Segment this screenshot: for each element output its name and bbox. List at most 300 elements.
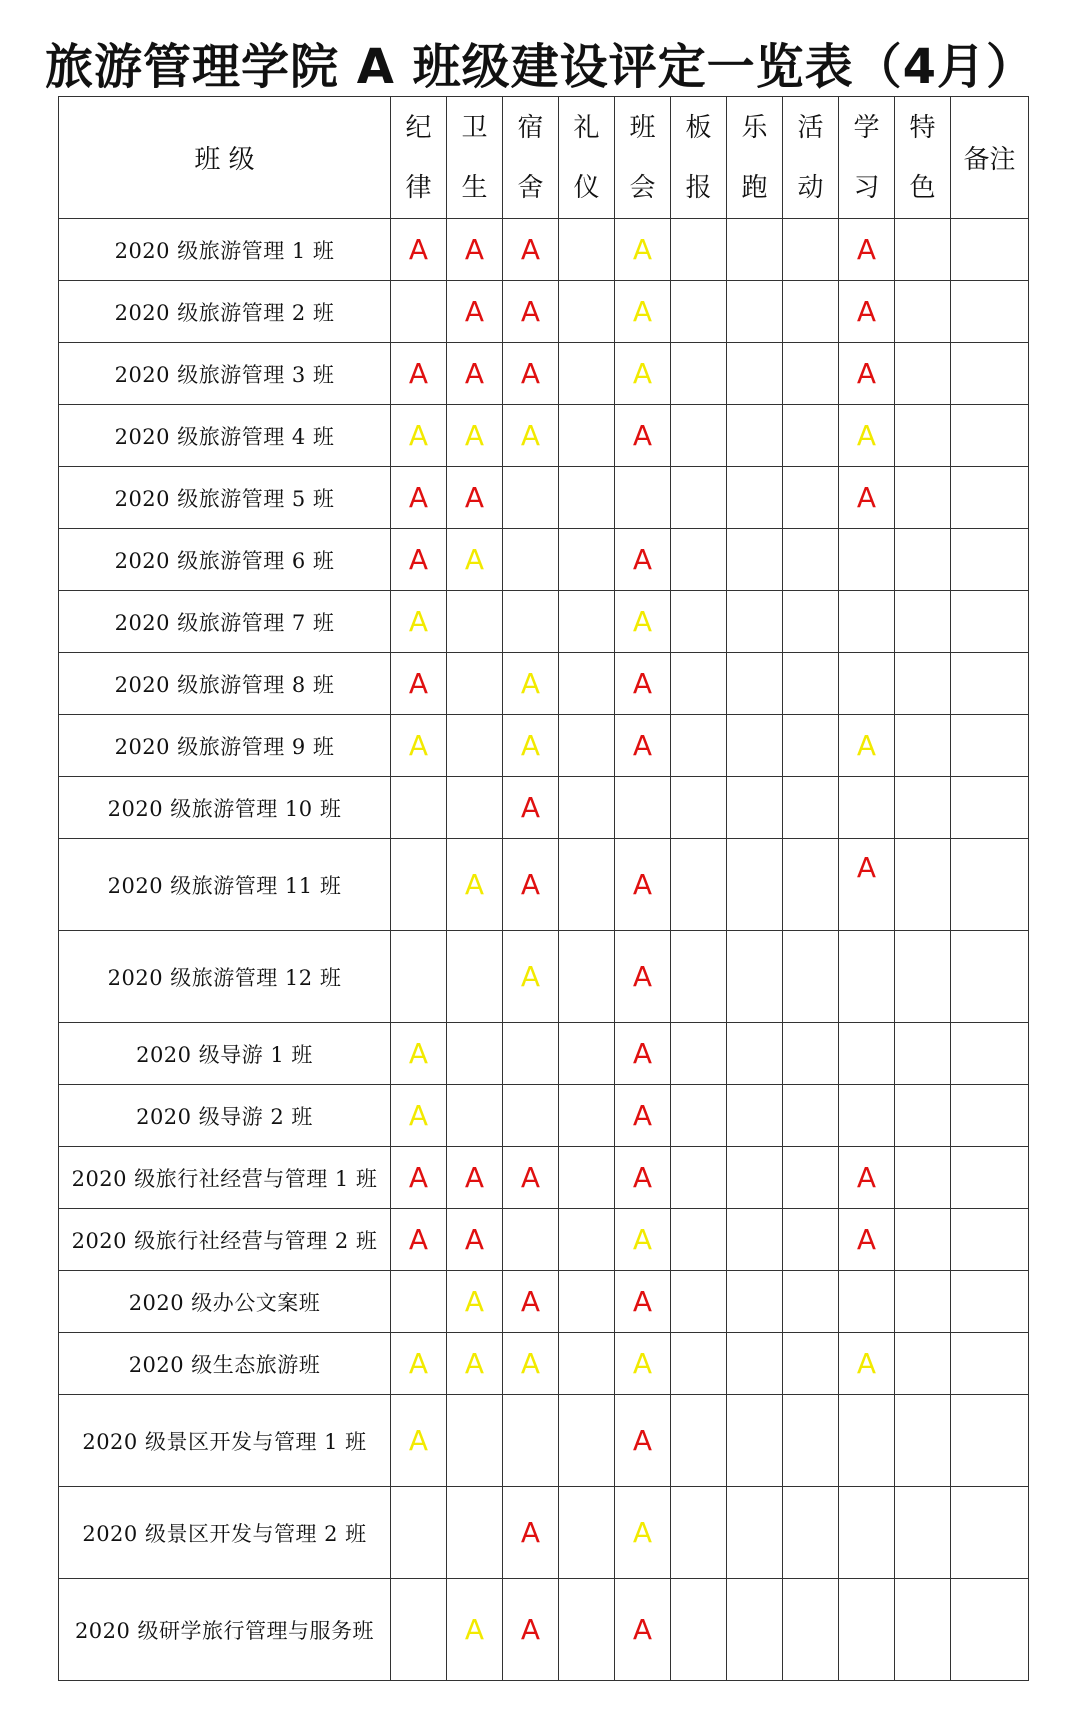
note-cell — [951, 1487, 1029, 1579]
rating-cell — [839, 1579, 895, 1681]
rating-cell — [727, 1271, 783, 1333]
rating-cell — [559, 219, 615, 281]
rating-cell — [895, 529, 951, 591]
rating-a-red: A — [520, 791, 541, 824]
rating-cell — [671, 1395, 727, 1487]
rating-a-red: A — [464, 233, 485, 266]
header-category-bottom: 舍 — [517, 172, 544, 203]
rating-a-red: A — [632, 729, 653, 762]
table-body — [59, 219, 1029, 1681]
rating-cell — [839, 653, 895, 715]
rating-cell — [727, 467, 783, 529]
rating-cell — [559, 281, 615, 343]
rating-cell — [615, 1395, 671, 1487]
rating-cell — [615, 281, 671, 343]
rating-cell — [727, 653, 783, 715]
rating-a-yellow: A — [408, 1037, 429, 1070]
rating-cell — [615, 931, 671, 1023]
note-cell — [951, 839, 1029, 931]
rating-cell — [671, 931, 727, 1023]
rating-cell — [391, 1395, 447, 1487]
rating-a-red: A — [408, 357, 429, 390]
note-cell — [951, 591, 1029, 653]
rating-cell — [615, 839, 671, 931]
rating-cell — [671, 1085, 727, 1147]
rating-a-yellow: A — [464, 868, 485, 901]
rating-cell — [503, 591, 559, 653]
note-cell — [951, 931, 1029, 1023]
table-row — [59, 219, 1029, 281]
header-category — [839, 97, 895, 219]
header-category-top: 学 — [853, 112, 880, 143]
rating-cell — [839, 1395, 895, 1487]
class-name-cell: 2020 级旅游管理 3 班 — [59, 343, 391, 405]
rating-cell — [839, 1085, 895, 1147]
note-cell — [951, 1271, 1029, 1333]
rating-a-red: A — [408, 1223, 429, 1256]
rating-cell — [503, 1085, 559, 1147]
rating-cell — [783, 591, 839, 653]
rating-cell — [671, 1147, 727, 1209]
rating-cell — [783, 715, 839, 777]
rating-a-red: A — [856, 1161, 877, 1194]
rating-cell — [783, 405, 839, 467]
header-note: 备注 — [951, 97, 1029, 219]
rating-cell — [727, 219, 783, 281]
rating-cell — [559, 777, 615, 839]
rating-a-red: A — [632, 1613, 653, 1646]
rating-cell — [783, 1579, 839, 1681]
rating-cell — [783, 467, 839, 529]
rating-cell — [727, 839, 783, 931]
rating-cell — [447, 1209, 503, 1271]
rating-cell — [391, 1085, 447, 1147]
rating-a-yellow: A — [520, 729, 541, 762]
rating-cell — [447, 281, 503, 343]
header-category-bottom: 仪 — [573, 172, 600, 203]
rating-cell — [839, 219, 895, 281]
rating-cell — [727, 1395, 783, 1487]
table-row — [59, 715, 1029, 777]
rating-a-red: A — [632, 419, 653, 452]
rating-a-red: A — [464, 481, 485, 514]
rating-cell — [559, 591, 615, 653]
rating-a-yellow: A — [632, 605, 653, 638]
rating-cell — [671, 529, 727, 591]
rating-cell — [671, 219, 727, 281]
rating-a-yellow: A — [632, 1516, 653, 1549]
rating-cell — [839, 715, 895, 777]
rating-cell — [895, 1395, 951, 1487]
rating-a-red: A — [632, 667, 653, 700]
note-cell — [951, 405, 1029, 467]
rating-cell — [895, 1085, 951, 1147]
rating-cell — [447, 405, 503, 467]
rating-a-yellow: A — [632, 295, 653, 328]
rating-cell — [447, 343, 503, 405]
rating-cell — [839, 467, 895, 529]
rating-cell — [671, 1579, 727, 1681]
rating-cell — [559, 405, 615, 467]
rating-cell — [671, 839, 727, 931]
table-row — [59, 343, 1029, 405]
note-cell — [951, 467, 1029, 529]
header-category — [503, 97, 559, 219]
rating-a-yellow: A — [856, 729, 877, 762]
note-cell — [951, 1209, 1029, 1271]
note-cell — [951, 219, 1029, 281]
class-name-cell: 2020 级旅游管理 1 班 — [59, 219, 391, 281]
rating-a-red: A — [632, 1424, 653, 1457]
header-class: 班 级 — [59, 97, 391, 219]
rating-cell — [671, 653, 727, 715]
rating-cell — [727, 529, 783, 591]
page-title: 旅游管理学院 A 班级建设评定一览表（4月） — [45, 39, 1035, 95]
rating-cell — [895, 1333, 951, 1395]
rating-a-red: A — [408, 481, 429, 514]
rating-a-yellow: A — [856, 1347, 877, 1380]
rating-cell — [839, 281, 895, 343]
header-category-top: 卫 — [461, 112, 488, 143]
rating-cell — [615, 1209, 671, 1271]
rating-a-yellow: A — [408, 1347, 429, 1380]
rating-a-red: A — [520, 1285, 541, 1318]
rating-cell — [895, 1209, 951, 1271]
rating-cell — [559, 715, 615, 777]
rating-cell — [783, 343, 839, 405]
rating-cell — [559, 839, 615, 931]
rating-cell — [503, 1209, 559, 1271]
header-category-top: 纪 — [405, 112, 432, 143]
rating-cell — [895, 591, 951, 653]
rating-cell — [839, 529, 895, 591]
table-row — [59, 1395, 1029, 1487]
rating-cell — [839, 777, 895, 839]
evaluation-table — [58, 96, 1029, 1681]
rating-cell — [671, 1333, 727, 1395]
rating-cell — [839, 839, 895, 931]
rating-a-red: A — [632, 1037, 653, 1070]
header-category-bottom: 色 — [909, 172, 936, 203]
rating-cell — [503, 281, 559, 343]
rating-cell — [391, 1209, 447, 1271]
rating-cell — [503, 529, 559, 591]
header-category-bottom: 动 — [797, 172, 824, 203]
header-category — [391, 97, 447, 219]
rating-cell — [447, 467, 503, 529]
rating-cell — [391, 529, 447, 591]
rating-a-red: A — [408, 233, 429, 266]
note-cell — [951, 343, 1029, 405]
rating-cell — [783, 931, 839, 1023]
rating-cell — [559, 1271, 615, 1333]
rating-cell — [391, 1147, 447, 1209]
rating-cell — [391, 1579, 447, 1681]
rating-cell — [671, 405, 727, 467]
rating-cell — [727, 715, 783, 777]
note-cell — [951, 715, 1029, 777]
rating-a-red: A — [856, 295, 877, 328]
rating-cell — [391, 1487, 447, 1579]
header-category-bottom: 律 — [405, 172, 432, 203]
class-name-cell: 2020 级旅游管理 11 班 — [59, 839, 391, 931]
header-category — [447, 97, 503, 219]
rating-cell — [671, 591, 727, 653]
rating-a-red: A — [520, 1516, 541, 1549]
rating-a-red: A — [464, 295, 485, 328]
header-category-top: 宿 — [517, 112, 544, 143]
rating-cell — [447, 777, 503, 839]
rating-a-yellow: A — [632, 1347, 653, 1380]
rating-cell — [839, 405, 895, 467]
rating-cell — [447, 931, 503, 1023]
rating-cell — [615, 653, 671, 715]
table-row — [59, 591, 1029, 653]
rating-cell — [503, 405, 559, 467]
rating-cell — [671, 1023, 727, 1085]
class-name-cell: 2020 级景区开发与管理 2 班 — [59, 1487, 391, 1579]
rating-cell — [447, 715, 503, 777]
rating-cell — [559, 1023, 615, 1085]
rating-cell — [503, 931, 559, 1023]
rating-cell — [783, 1487, 839, 1579]
rating-cell — [895, 1579, 951, 1681]
rating-a-yellow: A — [520, 1347, 541, 1380]
table-row — [59, 1209, 1029, 1271]
table-row — [59, 653, 1029, 715]
note-cell — [951, 1333, 1029, 1395]
table-row — [59, 1271, 1029, 1333]
rating-cell — [559, 1147, 615, 1209]
rating-a-yellow: A — [856, 419, 877, 452]
rating-cell — [671, 343, 727, 405]
rating-cell — [447, 1333, 503, 1395]
rating-cell — [839, 1271, 895, 1333]
rating-a-yellow: A — [408, 605, 429, 638]
rating-cell — [839, 591, 895, 653]
table-row — [59, 1579, 1029, 1681]
rating-cell — [503, 343, 559, 405]
rating-cell — [615, 1085, 671, 1147]
rating-cell — [783, 1147, 839, 1209]
rating-cell — [559, 1085, 615, 1147]
rating-cell — [615, 1023, 671, 1085]
note-cell — [951, 1395, 1029, 1487]
rating-cell — [447, 1147, 503, 1209]
header-category-top: 板 — [685, 112, 712, 143]
table-row — [59, 1333, 1029, 1395]
rating-a-red: A — [632, 1161, 653, 1194]
rating-cell — [895, 343, 951, 405]
header-category — [783, 97, 839, 219]
rating-cell — [559, 1209, 615, 1271]
rating-cell — [615, 529, 671, 591]
rating-cell — [503, 219, 559, 281]
rating-cell — [503, 1023, 559, 1085]
rating-cell — [615, 343, 671, 405]
rating-a-yellow: A — [464, 1347, 485, 1380]
rating-cell — [671, 281, 727, 343]
rating-cell — [895, 715, 951, 777]
rating-cell — [447, 1487, 503, 1579]
rating-cell — [727, 777, 783, 839]
class-name-cell: 2020 级旅游管理 10 班 — [59, 777, 391, 839]
rating-a-red: A — [464, 357, 485, 390]
rating-a-yellow: A — [520, 960, 541, 993]
rating-cell — [895, 281, 951, 343]
rating-cell — [727, 1209, 783, 1271]
rating-cell — [503, 839, 559, 931]
rating-cell — [839, 343, 895, 405]
rating-cell — [447, 529, 503, 591]
class-name-cell: 2020 级旅游管理 2 班 — [59, 281, 391, 343]
rating-a-red: A — [408, 543, 429, 576]
header-category-top: 特 — [909, 112, 936, 143]
rating-cell — [391, 653, 447, 715]
rating-cell — [839, 1333, 895, 1395]
rating-cell — [559, 1579, 615, 1681]
rating-a-yellow: A — [632, 357, 653, 390]
rating-cell — [671, 715, 727, 777]
rating-cell — [559, 931, 615, 1023]
rating-a-red: A — [520, 1613, 541, 1646]
rating-cell — [671, 1209, 727, 1271]
rating-cell — [895, 1023, 951, 1085]
rating-cell — [783, 219, 839, 281]
rating-cell — [503, 467, 559, 529]
rating-cell — [671, 467, 727, 529]
rating-cell — [391, 343, 447, 405]
rating-cell — [559, 529, 615, 591]
header-category-bottom: 生 — [461, 172, 488, 203]
note-cell — [951, 777, 1029, 839]
rating-cell — [615, 467, 671, 529]
rating-cell — [391, 839, 447, 931]
table-row — [59, 1147, 1029, 1209]
rating-a-red: A — [464, 1161, 485, 1194]
rating-cell — [447, 591, 503, 653]
rating-cell — [783, 777, 839, 839]
rating-cell — [615, 1487, 671, 1579]
rating-cell — [391, 281, 447, 343]
rating-cell — [615, 715, 671, 777]
rating-cell — [391, 715, 447, 777]
rating-cell — [895, 777, 951, 839]
rating-a-red: A — [632, 543, 653, 576]
rating-a-red: A — [520, 868, 541, 901]
rating-cell — [391, 931, 447, 1023]
rating-cell — [447, 1271, 503, 1333]
table-row — [59, 405, 1029, 467]
rating-cell — [895, 931, 951, 1023]
header-category — [559, 97, 615, 219]
note-cell — [951, 1579, 1029, 1681]
rating-cell — [503, 1395, 559, 1487]
rating-cell — [447, 839, 503, 931]
note-cell — [951, 1147, 1029, 1209]
rating-cell — [783, 1395, 839, 1487]
rating-cell — [447, 219, 503, 281]
class-name-cell: 2020 级研学旅行管理与服务班 — [59, 1579, 391, 1681]
rating-cell — [839, 931, 895, 1023]
header-row — [59, 97, 1029, 219]
header-category-bottom: 报 — [685, 172, 712, 203]
rating-cell — [391, 219, 447, 281]
class-name-cell: 2020 级导游 2 班 — [59, 1085, 391, 1147]
rating-cell — [727, 281, 783, 343]
table-row — [59, 467, 1029, 529]
rating-a-red: A — [520, 295, 541, 328]
rating-a-red: A — [856, 357, 877, 390]
class-name-cell: 2020 级旅游管理 9 班 — [59, 715, 391, 777]
header-category — [671, 97, 727, 219]
class-name-cell: 2020 级导游 1 班 — [59, 1023, 391, 1085]
header-category — [727, 97, 783, 219]
rating-cell — [503, 715, 559, 777]
rating-cell — [503, 653, 559, 715]
rating-cell — [671, 1487, 727, 1579]
rating-a-yellow: A — [632, 1223, 653, 1256]
rating-cell — [671, 777, 727, 839]
rating-cell — [503, 1333, 559, 1395]
header-category-top: 班 — [629, 112, 656, 143]
rating-cell — [783, 839, 839, 931]
rating-a-yellow: A — [464, 543, 485, 576]
note-cell — [951, 653, 1029, 715]
rating-a-yellow: A — [464, 419, 485, 452]
rating-a-red: A — [520, 1161, 541, 1194]
rating-cell — [839, 1023, 895, 1085]
rating-cell — [447, 1579, 503, 1681]
table-row — [59, 1023, 1029, 1085]
class-name-cell: 2020 级旅游管理 8 班 — [59, 653, 391, 715]
table-row — [59, 777, 1029, 839]
rating-cell — [895, 653, 951, 715]
header-category-top: 乐 — [741, 112, 768, 143]
rating-cell — [615, 1147, 671, 1209]
rating-a-yellow: A — [520, 667, 541, 700]
class-name-cell: 2020 级旅行社经营与管理 2 班 — [59, 1209, 391, 1271]
rating-a-red: A — [408, 667, 429, 700]
rating-cell — [727, 343, 783, 405]
rating-cell — [447, 1395, 503, 1487]
table-row — [59, 529, 1029, 591]
rating-cell — [391, 1271, 447, 1333]
rating-a-yellow: A — [408, 419, 429, 452]
rating-cell — [391, 777, 447, 839]
header-category — [615, 97, 671, 219]
rating-a-red: A — [632, 868, 653, 901]
table-row — [59, 281, 1029, 343]
note-cell — [951, 1085, 1029, 1147]
note-cell — [951, 1023, 1029, 1085]
rating-cell — [727, 1487, 783, 1579]
rating-cell — [783, 281, 839, 343]
rating-cell — [727, 1333, 783, 1395]
rating-cell — [559, 1333, 615, 1395]
rating-cell — [839, 1209, 895, 1271]
rating-cell — [615, 1271, 671, 1333]
rating-cell — [447, 1085, 503, 1147]
rating-cell — [839, 1147, 895, 1209]
rating-cell — [559, 467, 615, 529]
rating-cell — [783, 1271, 839, 1333]
class-name-cell: 2020 级景区开发与管理 1 班 — [59, 1395, 391, 1487]
rating-cell — [727, 591, 783, 653]
rating-a-red: A — [520, 357, 541, 390]
rating-cell — [783, 653, 839, 715]
rating-a-red: A — [632, 1099, 653, 1132]
